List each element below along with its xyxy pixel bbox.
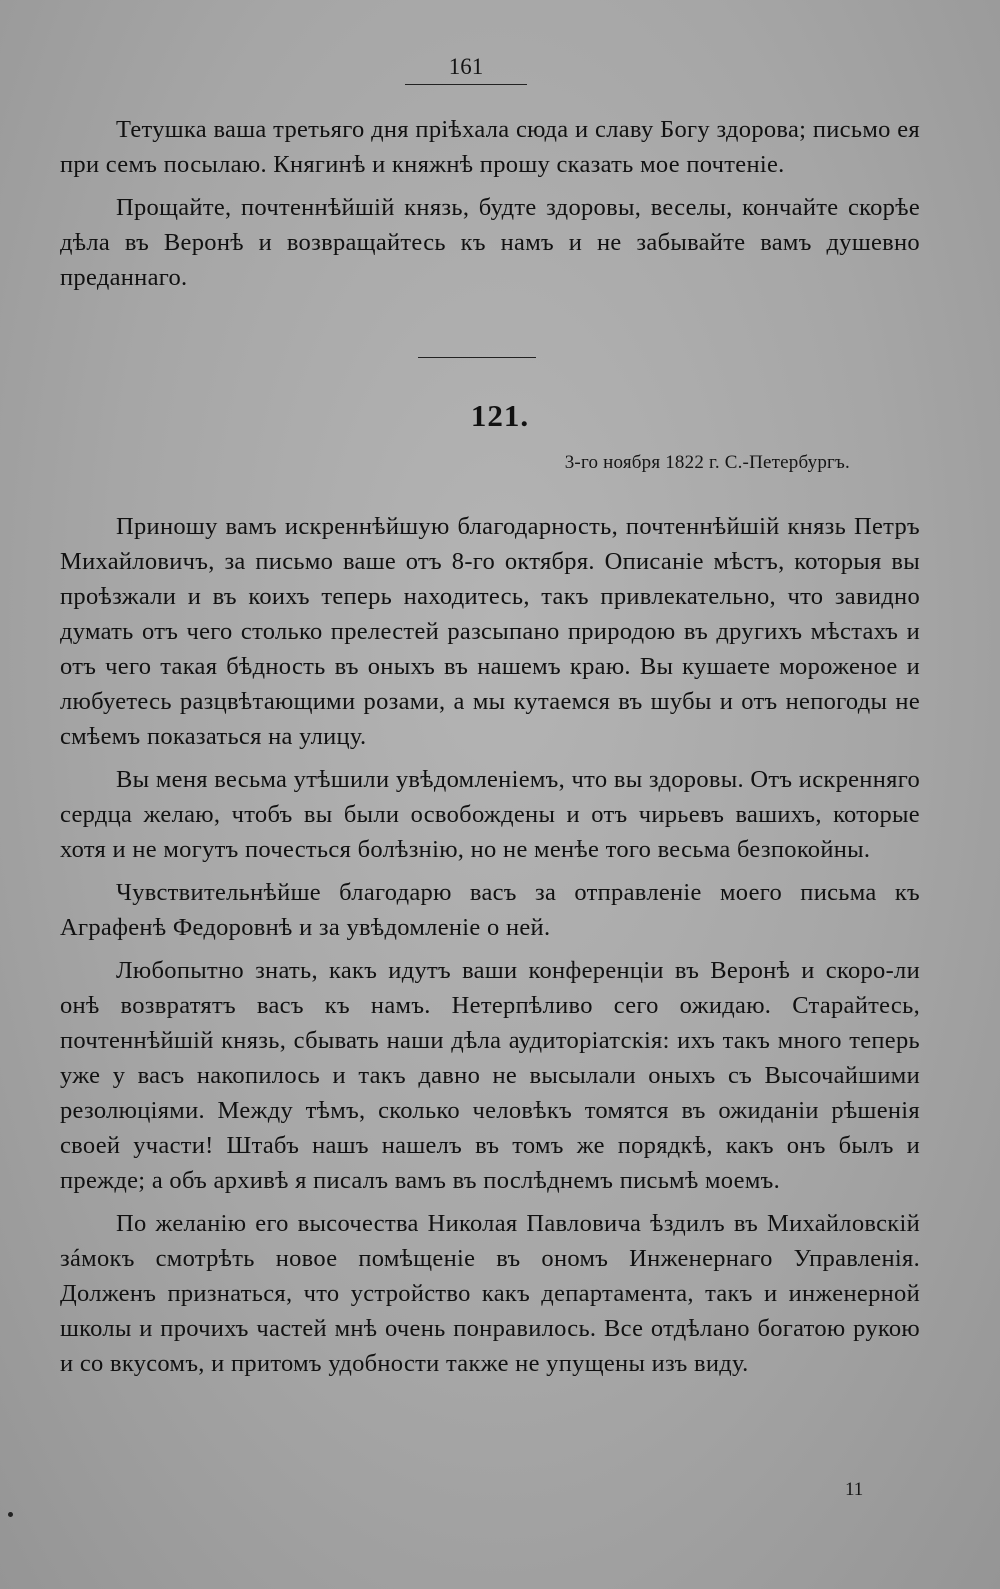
letter-number: 121. — [470, 398, 530, 433]
letter-body — [60, 509, 920, 1389]
letter-dateline: 3-го ноября 1822 г. С.-Петербургъ. — [564, 452, 850, 473]
paragraph: Прощайте, почтеннѣйшiй князь, будте здоровы, веселы, кончайте скорѣе дѣла въ Веронѣ и возвращайтесь къ намъ и не забывайте вамъ душевно преданнаго. — [60, 194, 920, 291]
paragraph: Чувствительнѣйше благодарю васъ за отправленiе моего письма къ Аграфенѣ Федоровнѣ и за увѣдомленiе о ней. — [60, 879, 920, 941]
paragraph: Вы меня весьма утѣшили увѣдомленiемъ, что вы здоровы. Отъ искренняго сердца желаю, чтобъ вы были освобождены и отъ чирьевъ вашихъ, которые хотя и не могутъ почесться болѣзнiю, но не менѣе того весьма безпокойны. — [60, 766, 920, 863]
paragraph: Тетушка ваша третьяго дня прiѣхала сюда и славу Богу здорова; письмо ея при семъ посылаю. Княгинѣ и княжнѣ прошу сказать мое почтенiе. — [60, 116, 920, 178]
paragraph: Любопытно знать, какъ идутъ ваши конференцiи въ Веронѣ и скоро-ли онѣ возвратятъ васъ къ намъ. Нетерпѣливо сего ожидаю. Старайтесь, почтеннѣйшiй князь, сбывать наши дѣла аудиторiатскiя: ихъ такъ много теперь уже у васъ накопилось и такъ давно не высылали оныхъ съ Высочайшими резолюцiями. Между тѣмъ, сколько человѣкъ томятся въ ожиданiи рѣшенiя своей участи! Штабъ нашъ нашелъ въ томъ же порядкѣ, какъ онъ былъ и прежде; а объ архивѣ я писалъ вамъ въ послѣднемъ письмѣ моемъ. — [60, 957, 920, 1194]
page-number: 161 — [448, 54, 484, 79]
paragraph: Приношу вамъ искреннѣйшую благодарность, почтеннѣйшiй князь Петръ Михайловичъ, за письмо ваше отъ 8-го октября. Описанiе мѣстъ, которыя вы проѣзжали и въ коихъ теперь находитесь, такъ привлекательно, что завидно думать отъ чего столько прелестей разсыпано природою въ другихъ мѣстахъ и отъ чего такая бѣдность въ оныхъ въ нашемъ краю. Вы кушаете мороженое и любуетесь разцвѣтающими розами, а мы кутаемся въ шубы и отъ непогоды не смѣемъ показаться на улицу. — [60, 513, 920, 750]
section-separator — [418, 357, 536, 358]
paragraph: По желанiю его высочества Николая Павловича ѣздилъ въ Михайловскiй зáмокъ смотрѣть новое помѣщенiе въ ономъ Инженернаго Управленiя. Долженъ признаться, что устройство какъ департамента, такъ и инженерной школы и прочихъ частей мнѣ очень понравилось. Все отдѣлано богатою рукою и со вкусомъ, и притомъ удобности также не упущены изъ виду. — [60, 1210, 920, 1377]
print-speck — [8, 1512, 13, 1517]
footer-signature-mark: 11 — [845, 1479, 864, 1500]
previous-letter-ending — [60, 112, 920, 303]
page-header — [405, 52, 527, 85]
header-rule — [405, 84, 527, 85]
